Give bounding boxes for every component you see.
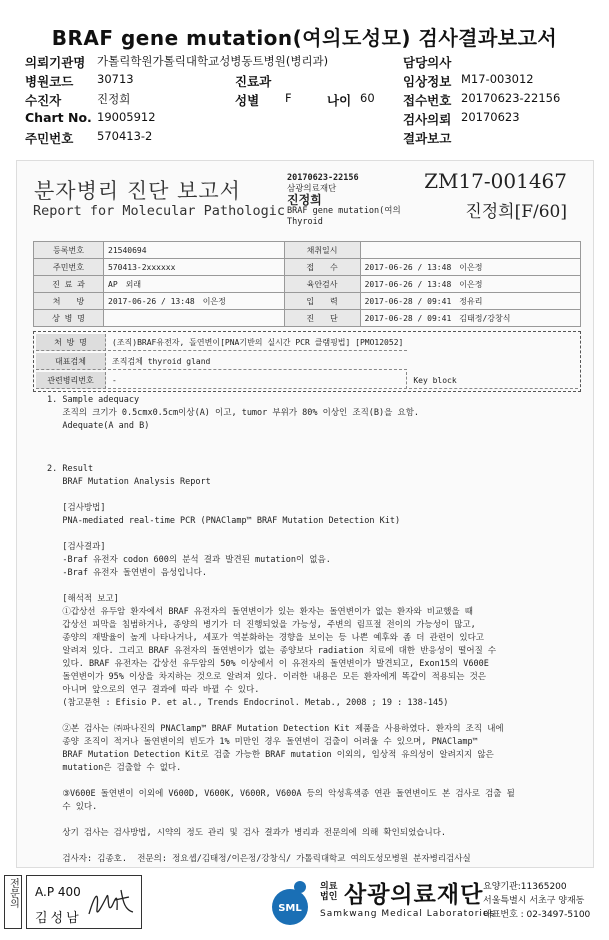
hospital-code-value: 30713 <box>97 72 134 86</box>
patient-info-block <box>25 53 595 148</box>
institution-value: 가톨릭학원가톨릭대학교성병동트병원(병리과) <box>97 54 329 68</box>
org-contact <box>483 880 590 922</box>
grid-value: 2017-06-26 / 13:48 이은정 <box>104 293 285 310</box>
registration-table <box>33 241 581 327</box>
grid-value: AP 외래 <box>104 276 285 293</box>
grid-label: 채취일시 <box>284 242 360 259</box>
grid-value: 2017-06-26 / 13:48 이은정 <box>360 276 580 293</box>
stamp-test-name: BRAF gene mutation(여의 <box>287 206 401 216</box>
grid-label: 상 병 명 <box>34 310 104 327</box>
order-row <box>36 334 578 351</box>
chart-value: 19005912 <box>97 110 156 124</box>
registration-row <box>34 310 581 327</box>
age-label: 나이 <box>327 93 352 108</box>
stamp-org: 삼광의료재단 <box>287 184 337 194</box>
grid-label: 처 방 <box>34 293 104 310</box>
pathology-number: ZM17-001467 <box>424 169 567 193</box>
specialist-name: 김성남 <box>35 911 82 926</box>
org-phone: 대표번호 : 02-3497-5100 <box>483 910 591 920</box>
patient-tag: 진정희[F/60] <box>465 202 567 222</box>
grid-value: 2017-06-28 / 09:41 김태정/강창식 <box>360 310 580 327</box>
rrn-label: 주민번호 <box>25 131 74 146</box>
order-label: 관련병리번호 <box>36 372 106 389</box>
scan-heading-korean: 분자병리 진단 보고서 <box>34 179 241 203</box>
grid-label: 주민번호 <box>34 259 104 276</box>
grid-label: 진 료 과 <box>34 276 104 293</box>
report-title: BRAF gene mutation(여의도성모) 검사결과보고서 <box>51 26 558 50</box>
org-english-name: Samkwang Medical Laboratories <box>320 909 496 919</box>
scan-heading-english: Report for Molecular Pathologic <box>33 203 285 219</box>
order-value-2: Key block <box>409 372 578 389</box>
grid-value: 2017-06-26 / 13:48 이은정 <box>360 259 580 276</box>
registration-row <box>34 276 581 293</box>
receipt-value: 20170623-22156 <box>461 91 561 105</box>
grid-label: 입 력 <box>284 293 360 310</box>
registration-row <box>34 259 581 276</box>
doctor-label: 담당의사 <box>403 55 452 70</box>
footer <box>2 873 607 935</box>
sml-logo-icon <box>270 879 316 929</box>
org-name: 삼광의료재단 <box>344 882 484 908</box>
order-row <box>36 372 578 389</box>
order-value: 조직검체 thyroid gland <box>108 353 407 370</box>
grid-label: 진 단 <box>284 310 360 327</box>
grid-label: 등록번호 <box>34 242 104 259</box>
org-type: 의료 법인 <box>320 882 338 902</box>
org-code: 요양기관:11365200 <box>483 882 567 892</box>
specialist-box <box>26 875 142 929</box>
clinical-info-label: 임상정보 <box>403 74 452 89</box>
order-label: 대표검체 <box>36 353 106 370</box>
order-label: 처 방 명 <box>36 334 106 351</box>
ap-number: A.P 400 <box>35 885 81 899</box>
grid-value <box>360 242 580 259</box>
requested-label: 검사의뢰 <box>403 112 452 127</box>
order-value: (조직)BRAF유전자, 돌연변이[PNA기반의 실시간 PCR 클램핑법] [PMO12052] <box>108 334 407 351</box>
hospital-code-label: 병원코드 <box>25 74 74 89</box>
age-value: 60 <box>360 91 375 105</box>
logo-text: SML <box>278 903 302 914</box>
grid-label: 접 수 <box>284 259 360 276</box>
specialist-label: 전문의 <box>7 878 19 908</box>
order-value: - <box>108 372 407 389</box>
org-address: 서울특별시 서초구 양재동 <box>483 896 585 906</box>
stamp-patient-name: 진정희 <box>287 193 322 207</box>
specialist-label-box <box>4 875 22 929</box>
grid-value: 570413-2xxxxxx <box>104 259 285 276</box>
stamp-receipt-no: 20170623-22156 <box>287 173 359 183</box>
section-sample-adequacy: 1. Sample adequacy 조직의 크기가 0.5cmx0.5cm이상(A) 이고, tumor 부위가 80% 이상인 조직(B)을 요함. Adequate(A and B) <box>47 395 420 431</box>
report-label: 결과보고 <box>403 131 452 146</box>
signature-image <box>85 884 140 924</box>
institution-label: 의뢰기관명 <box>25 55 86 70</box>
patient-label: 수진자 <box>25 93 62 108</box>
grid-label: 육안검사 <box>284 276 360 293</box>
requested-value: 20170623 <box>461 110 520 124</box>
sex-value: F <box>285 91 292 105</box>
grid-value: 2017-06-28 / 09:41 정유리 <box>360 293 580 310</box>
clinical-info-value: M17-003012 <box>461 72 534 86</box>
dept-label: 진료과 <box>235 74 272 89</box>
receipt-stamp <box>287 173 401 228</box>
grid-value: 21540694 <box>104 242 285 259</box>
stamp-specimen: Thyroid <box>287 217 323 227</box>
order-row <box>36 353 578 370</box>
receipt-label: 접수번호 <box>403 93 452 108</box>
section-result: 2. Result BRAF Mutation Analysis Report [검사방법] PNA-mediated real-time PCR (PNAClamp™ BRAF Mutation Detection Kit) [검사결과] -Braf 유전자 codon 600의 분석 결과 발견된 mutation이 없음. -Braf 유전자 돌연변이 음성입니다. [해석적 보고] ①갑상선 유두암 환자에서 BRAF 유전자의 돌연변이가 있는 환자는 돌연변이가 없는 환자와 비교했을 때 갑상선 피막을 침범하거나, 종양의 병기가 더 진행되었을 가능성, 주변의 림프절 전이의 가능성이 많고, 종양의 재발율이 높게 나타나거나, 세포가 역분화하는 경향을 보이는 등 나쁜 예후와 좀 더 관련이 있다고 알려져 있다. 그리고 BRAF 유전자의 돌연변이가 없는 종양보다 radiation 치료에 대한 반응성이 떨어질 수 있다. BRAF 유전자는 갑상선 유두암의 50% 이상에서 이 유전자의 돌연변이가 발견되고, Exon15의 V600E 돌연변이가 95% 이상을 차지하는 것으로 알려져 있다. 이러한 내용은 모든 환자에게 똑같이 적용되는 것은 아니며 앞으로의 연구 결과에 따라 바뀔 수 있다. (참고문헌 : Efisio P. et al., Trends Endocrinol. Metab., 2008 ; 19 : 138-145) ②본 검사는 ㈜파나진의 PNAClamp™ BRAF Mutation Detection Kit 제품을 사용하였다. 환자의 조직 내에 종양 조직이 적거나 돌연변이의 빈도가 1% 미만인 경우 돌연변이 검출이 어려울 수 있으며, PNAClamp™ BRAF Mutation Detection Kit로 검출 가능한 BRAF mutation 이외의, 임상적 유의성이 알려지지 않은 mutation은 검출할 수 없다. ③V600E 돌연변이 이외에 V600D, V600K, V600R, V600A 등의 악성흑색종 연관 돌연변이도 본 검사로 검출 될 수 있다. 상기 검사는 검사방법, 시약의 정도 관리 및 검사 결과가 병리과 전문의에 의해 확인되었습니다. 검사자: 김종호. 전문의: 정요셉/김태정/이은정/강창식/ 가톨릭대학교 여의도성모병원 분자병리검사실 <box>47 464 515 864</box>
sex-label: 성별 <box>235 93 260 108</box>
registration-row <box>34 293 581 310</box>
scanned-report-image <box>16 160 594 868</box>
grid-value <box>104 310 285 327</box>
chart-label: Chart No. <box>25 110 92 125</box>
patient-value: 진정희 <box>97 92 131 106</box>
order-box <box>33 331 581 392</box>
rrn-value: 570413-2 <box>97 129 153 143</box>
registration-row <box>34 242 581 259</box>
